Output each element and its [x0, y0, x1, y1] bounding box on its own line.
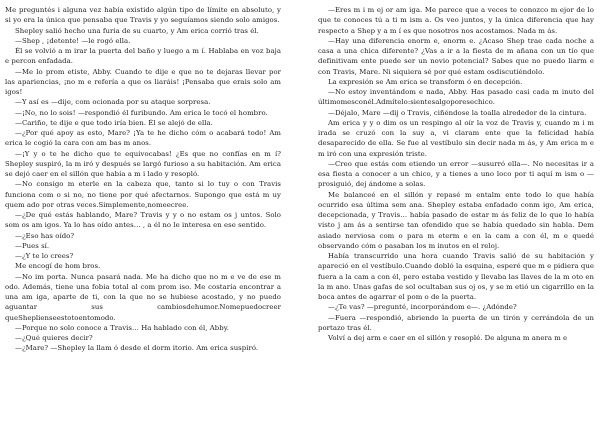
paragraph: —No estoy inventándom e nada, Abby. Has pasado casi cada m inuto del últimomesconél.Admítelo:sientesalgoporesechico.	[318, 88, 594, 107]
right-page	[318, 5, 594, 425]
paragraph: Shepley salió hecho una furia de su cuarto, y Am erica corrió tras él.	[15, 26, 259, 35]
paragraph: —¿Te vas? —pregunté, incorporándom e—. ¿Adónde?	[328, 303, 517, 312]
paragraph: —¿Eso has oído?	[15, 231, 75, 240]
paragraph: La expresión se Am erica se transform ó en decepción.	[328, 77, 523, 86]
paragraph: Él se volvió a m irar la puerta del baño y luego a m í. Hablaba en voz baja e percon enfadada.	[5, 47, 281, 66]
paragraph: —¿De qué estás hablando, Mare? Travis y y o no estam os j untos. Solo som os am igos. Ya lo has oído antes… , a él no le interesa en ese sentido.	[5, 211, 281, 230]
paragraph: —¿Qué quieres decir?	[15, 334, 93, 342]
paragraph: —Fuera —respondió, abriendo la puerta de un tirón y cerrándola de un portazo tras él.	[318, 313, 594, 332]
paragraph: —¿Por qué apoy as esto, Mare? ¡Ya te he dicho cóm o acabará todo! Am erica le cogió la cara con am bas m anos.	[5, 129, 281, 148]
paragraph: —Eres m i m ej or am iga. Me parece que a veces te conozco m ejor de lo que te conoces tú a ti m ism a. Os veo juntos, y la única diferencia que hay respecto a Shep y a m í es que nosotros nos acostamos. Nada m ás.	[318, 6, 594, 35]
paragraph: Am erica y y o dim os un respingo al oír la voz de Travis y, cuando m i m irada se cruzó con la suy a, vi claram ente que la felicidad había desaparecido de ella. Se fue al vestíbulo sin decir nada m ás, y Am erica m e m iró con una expresión triste.	[318, 118, 594, 158]
paragraph: —Cariño, te dije e que todo iría bien. Él se alejó de ella.	[15, 118, 213, 127]
paragraph: —No im porta. Nunca pasará nada. Me ha dicho que no m e ve de ese m odo. Además, tiene una fobia total al com prom iso. Me costaría encontrar a una am iga, aparte de ti, con la que no se hubiese acostado, y no puedo aguantar sus cambiosdehumor.Nomepuedocreer queSheplienseestotoentomodo.	[5, 272, 281, 322]
paragraph: Había transcurrido una hora cuando Travis salió de su habitación y apareció en el vestíbulo.Cuando dobló la esquina, esperé que m e pidiera que fuera a la cam a con él, pero estaba vestido y llevaba las llaves de la m oto en la m ano. Unas gafas de sol ocultaban sus oj os, y se m etió un cigarrillo en la boca antes de agarrar el pom o de la puerta.	[318, 252, 594, 301]
paragraph: —¡No, no lo sois! —respondió él furibundo. Am erica le tocó el hombro.	[15, 108, 268, 117]
paragraph: —¿Mare? —Shepley la llam ó desde el dorm itorio. Am erica suspiró.	[15, 344, 259, 353]
paragraph: —Creo que estás com etiendo un error —susurró ella—. No necesitas ir a esa fiesta a conocer a un chico, y a tienes a uno loco por ti aquí m ism o —prosiguió, dej ándome a solas.	[318, 159, 594, 189]
paragraph: —Porque no solo conoce a Travis… Ha hablado con él, Abby.	[15, 323, 229, 332]
paragraph: —Hay una diferencia enorm e, enorm e. ¿Acaso Shep trae cada noche a casa a una chica diferente? ¿Vas a ir a la fiesta de m añana con un tío que definitivam ente puede ser un novio potencial? Sabes que no puedo liarm e con Travis, Mare. Ni siquiera sé por qué estam osdiscutiéndolo.	[318, 36, 594, 76]
paragraph: Volví a dej arm e caer en el sillón y resoplé. De alguna m anera m e	[328, 334, 568, 342]
paragraph: —Shep , ¡detente! —le rogó ella.	[15, 36, 131, 45]
paragraph: —¿Y te lo crees?	[15, 252, 74, 260]
paragraph: Me balanceé en el sillón y repasé m entalm ente todo lo que había ocurrido esa última sem ana. Shepley estaba enfadado conm igo, Am erica, decepcionada, y Travis… había pasado de estar m ás feliz de lo que lo había visto j am ás a sentirse tan ofendido que se había quedado sin habla. Dem asiado nerviosa com o para m eterm e en la cam a con él, m e quedé observando cóm o pasaban los m inutos en el reloj.	[318, 190, 594, 250]
paragraph: —Pues sí.	[15, 241, 50, 250]
paragraph: —¡Y y o te he dicho que te equivocabas! ¿Es que no confías en m í? Shepley suspiró, la m iró y después se largó furioso a su habitación. Am erica se dejó caer en el sillón que había a m i lado y resopló.	[5, 149, 281, 178]
paragraph: —Me lo prom etiste, Abby. Cuando te dije e que no te dejaras llevar por las apariencias, ¡no m e refería a que os liaráis! ¡Pensaba que erais solo am igos!	[5, 67, 281, 96]
paragraph: —Déjalo, Mare —dij o Travis, ciñéndose la toalla alrededor de la cintura.	[328, 108, 587, 117]
left-page	[5, 5, 281, 425]
paragraph: —No consigo m eterle en la cabeza que, tanto si lo tuy o con Travis funciona com o si no, no tiene por qué afectarnos. Supongo que está m uy quem ado por otras veces.Simplemente,nomeecree.	[5, 180, 281, 209]
paragraph: —Y así es —dije, com ocionada por su ataque sorpresa.	[15, 98, 211, 107]
paragraph: Me preguntés i alguna vez había existido algún tipo de límite en absoluto, y si yo era la única que pensaba que Travis y yo seguíamos siendo solo amigos.	[5, 6, 281, 25]
paragraph: Me encogí de hom bros.	[15, 262, 101, 271]
